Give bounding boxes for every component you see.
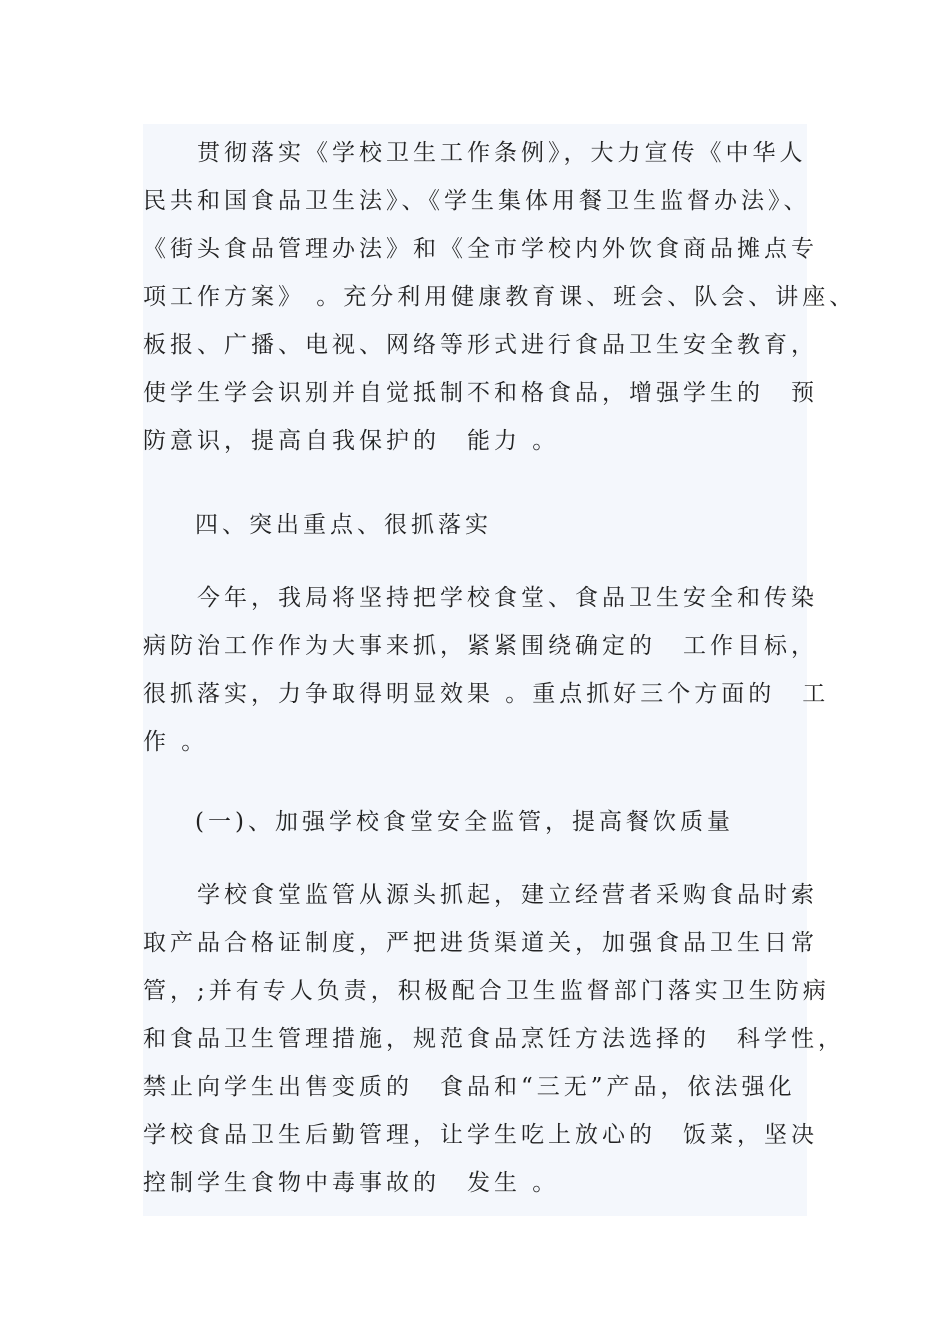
text-line: 贯彻落实《学校卫生工作条例》，大力宣传《中华人: [143, 140, 807, 166]
text-line: 项工作方案》 。充分利用健康教育课、班会、队会、讲座、: [143, 284, 857, 310]
paragraph-food-safety-education: [143, 129, 857, 465]
paragraph-key-points: [143, 574, 830, 766]
section-heading-4: 四、突出重点、很抓落实: [195, 512, 492, 538]
text-line: 很抓落实，力争取得明显效果 。重点抓好三个方面的 工: [143, 681, 830, 707]
text-line: 今年，我局将坚持把学校食堂、食品卫生安全和传染: [143, 585, 818, 611]
text-line: 防意识，提高自我保护的 能力 。: [143, 428, 560, 454]
text-line: 学校食堂监管从源头抓起，建立经营者采购食品时索: [143, 882, 818, 908]
text-line: 《街头食品管理办法》和《全市学校内外饮食商品摊点专: [143, 236, 818, 262]
text-line: 作 。: [143, 729, 209, 755]
text-line: 管，;并有专人负责，积极配合卫生监督部门落实卫生防病: [143, 978, 830, 1004]
text-line: 板报、广播、电视、网络等形式进行食品卫生安全教育，: [143, 332, 818, 358]
text-line: 民共和国食品卫生法》、《学生集体用餐卫生监督办法》、: [143, 188, 811, 214]
text-line: 禁止向学生出售变质的 食品和“三无”产品，依法强化: [143, 1074, 796, 1100]
text-line: 病防治工作作为大事来抓，紧紧围绕确定的 工作目标，: [143, 633, 818, 659]
text-line: 和食品卫生管理措施，规范食品烹饪方法选择的 科学性，: [143, 1026, 845, 1052]
subsection-heading-1: (一)、加强学校食堂安全监管，提高餐饮质量: [195, 809, 734, 835]
text-line: 学校食品卫生后勤管理，让学生吃上放心的 饭菜，坚决: [143, 1122, 818, 1148]
paragraph-canteen-supervision: [143, 871, 845, 1207]
text-line: 使学生学会识别并自觉抵制不和格食品，增强学生的 预: [143, 380, 818, 406]
text-line: 控制学生食物中毒事故的 发生 。: [143, 1170, 560, 1196]
text-line: 取产品合格证制度，严把进货渠道关，加强食品卫生日常: [143, 930, 818, 956]
